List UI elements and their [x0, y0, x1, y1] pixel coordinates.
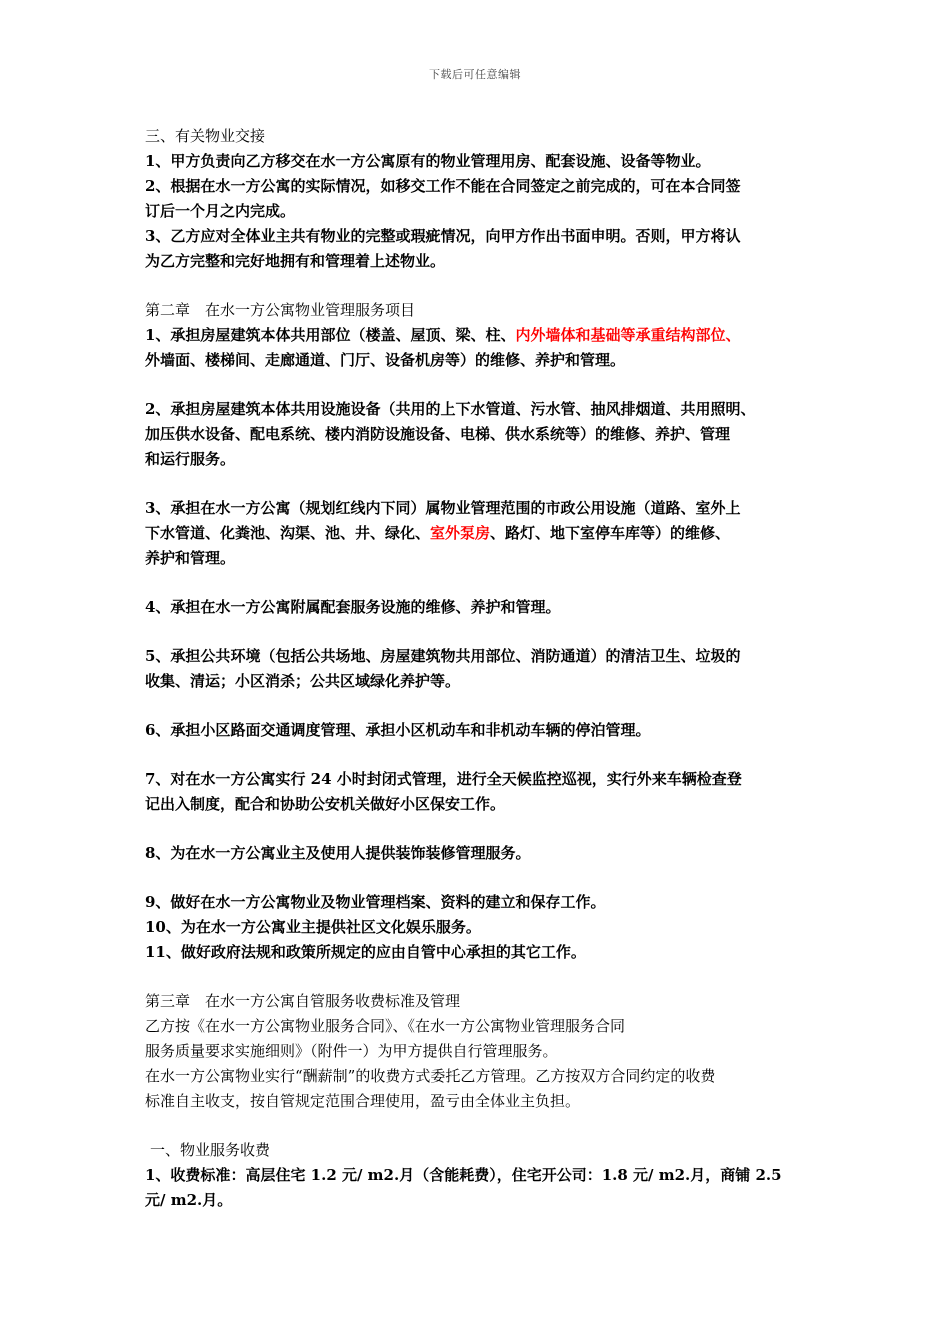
paragraph: 记出入制度，配合和协助公安机关做好小区保安工作。 — [145, 795, 506, 813]
highlight-text: 内外墙体和基础等承重结构部位、 — [515, 326, 741, 344]
paragraph: 外墙面、楼梯间、走廊通道、门厅、设备机房等）的维修、养护和管理。 — [145, 351, 626, 369]
paragraph: 2、根据在水一方公寓的实际情况，如移交工作不能在合同签定之前完成的，可在本合同签 — [145, 177, 741, 195]
paragraph: 4、承担在水一方公寓附属配套服务设施的维修、养护和管理。 — [145, 598, 561, 616]
paragraph: 在水一方公寓物业实行“酬薪制”的收费方式委托乙方管理。乙方按双方合同约定的收费 — [145, 1067, 716, 1085]
paragraph: 乙方按《在水一方公寓物业服务合同》、《在水一方公寓物业管理服务合同 — [145, 1017, 626, 1035]
paragraph: 7、对在水一方公寓实行 24 小时封闭式管理，进行全天候监控巡视，实行外来车辆检查登 — [145, 770, 742, 788]
paragraph: 8、为在水一方公寓业主及使用人提供装饰装修管理服务。 — [145, 844, 531, 862]
paragraph: 为乙方完整和完好地拥有和管理着上述物业。 — [145, 252, 446, 270]
paragraph — [145, 521, 813, 546]
paragraph: 10、为在水一方公寓业主提供社区文化娱乐服务。 — [145, 918, 481, 936]
paragraph: 5、承担公共环境（包括公共场地、房屋建筑物共用部位、消防通道）的清洁卫生、垃圾的 — [145, 647, 741, 665]
paragraph: 养护和管理。 — [145, 549, 236, 567]
chapter-title: 第三章 在水一方公寓自管服务收费标准及管理 — [145, 992, 461, 1010]
paragraph — [145, 323, 813, 348]
chapter-title: 第二章 在水一方公寓物业管理服务项目 — [145, 301, 416, 319]
paragraph: 收集、清运；小区消杀；公共区域绿化养护等。 — [145, 672, 461, 690]
paragraph: 1、收费标准：高层住宅 1.2 元/ m2.月（含能耗费），住宅开公司：1.8 元/ m2.月，商铺 2.5 — [145, 1166, 782, 1184]
page-header: 下载后可任意编辑 — [429, 68, 521, 81]
document-body — [145, 124, 813, 1213]
paragraph: 11、做好政府法规和政策所规定的应由自管中心承担的其它工作。 — [145, 943, 586, 961]
text-run: 下水管道、化粪池、沟渠、池、井、绿化、 — [145, 524, 431, 542]
paragraph: 订后一个月之内完成。 — [145, 202, 296, 220]
paragraph: 3、乙方应对全体业主共有物业的完整或瑕疵情况，向甲方作出书面申明。否则，甲方将认 — [145, 227, 741, 245]
paragraph: 9、做好在水一方公寓物业及物业管理档案、资料的建立和保存工作。 — [145, 893, 606, 911]
paragraph: 标准自主收支，按自管规定范围合理使用，盈亏由全体业主负担。 — [145, 1092, 581, 1110]
paragraph: 2、承担房屋建筑本体共用设施设备（共用的上下水管道、污水管、抽风排烟道、共用照明、 — [145, 400, 756, 418]
section-title: 一、物业服务收费 — [150, 1141, 271, 1159]
paragraph: 服务质量要求实施细则》（附件一）为甲方提供自行管理服务。 — [145, 1042, 558, 1060]
text-run: 、路灯、地下室停车库等）的维修、 — [490, 524, 731, 542]
paragraph: 元/ m2.月。 — [145, 1191, 233, 1209]
paragraph: 和运行服务。 — [145, 450, 236, 468]
paragraph: 3、承担在水一方公寓（规划红线内下同）属物业管理范围的市政公用设施（道路、室外上 — [145, 499, 741, 517]
section-title: 三、有关物业交接 — [145, 127, 266, 145]
paragraph: 1、甲方负责向乙方移交在水一方公寓原有的物业管理用房、配套设施、设备等物业。 — [145, 152, 711, 170]
text-run: 1、承担房屋建筑本体共用部位（楼盖、屋顶、梁、柱、 — [145, 326, 516, 344]
highlight-text: 室外泵房 — [430, 524, 491, 542]
paragraph: 6、承担小区路面交通调度管理、承担小区机动车和非机动车辆的停泊管理。 — [145, 721, 651, 739]
paragraph: 加压供水设备、配电系统、楼内消防设施设备、电梯、供水系统等）的维修、养护、管理 — [145, 425, 731, 443]
